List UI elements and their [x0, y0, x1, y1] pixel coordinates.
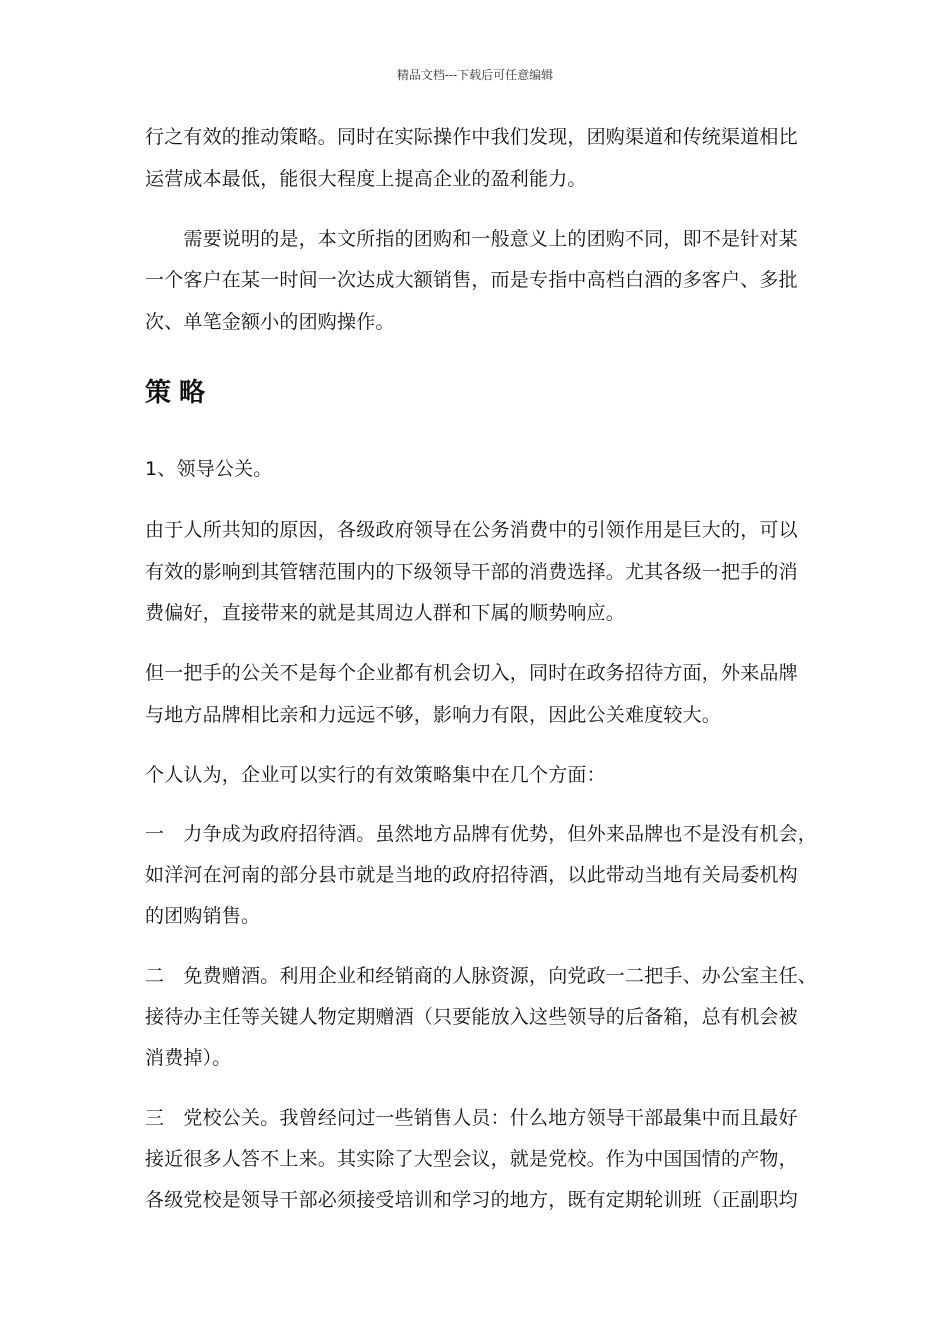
paragraph-line: 接待办主任等关键人物定期赠酒（只要能放入这些领导的后备箱，总有机会被 [145, 1006, 798, 1028]
paragraph-line: 行之有效的推动策略。同时在实际操作中我们发现，团购渠道和传统渠道相比 [145, 126, 798, 148]
paragraph-line: 各级党校是领导干部必须接受培训和学习的地方，既有定期轮训班（正副职均 [145, 1189, 798, 1211]
section-heading: 策略 [145, 378, 214, 408]
paragraph-line: 二 免费赠酒。利用企业和经销商的人脉资源，向党政一二把手、办公室主任、 [145, 965, 818, 987]
paragraph-line: 个人认为，企业可以实行的有效策略集中在几个方面： [145, 764, 606, 786]
paragraph-line: 由于人所共知的原因，各级政府领导在公务消费中的引领作用是巨大的，可以 [145, 519, 798, 541]
paragraph-line: 运营成本最低，能很大程度上提高企业的盈利能力。 [145, 168, 587, 190]
paragraph-line: 与地方品牌相比亲和力远远不够，影响力有限，因此公关难度较大。 [145, 704, 722, 726]
paragraph-line: 如洋河在河南的部分县市就是当地的政府招待酒，以此带动当地有关局委机构 [145, 864, 798, 886]
list-item-heading: 1、领导公关。 [145, 458, 273, 480]
paragraph-line: 需要说明的是，本文所指的团购和一般意义上的团购不同，即不是针对某 [145, 228, 798, 250]
paragraph-line: 但一把手的公关不是每个企业都有机会切入，同时在政务招待方面，外来品牌 [145, 662, 798, 684]
paragraph-line: 三 党校公关。我曾经问过一些销售人员：什么地方领导干部最集中而且最好 [145, 1107, 798, 1129]
paragraph-line: 一 力争成为政府招待酒。虽然地方品牌有优势，但外来品牌也不是没有机会， [145, 823, 818, 845]
paragraph-line: 一个客户在某一时间一次达成大额销售，而是专指中高档白酒的多客户、多批 [145, 269, 798, 291]
page-header: 精品文档---下载后可任意编辑 [396, 68, 554, 82]
paragraph-line: 费偏好，直接带来的就是其周边人群和下属的顺势响应。 [145, 602, 626, 624]
paragraph-line: 接近很多人答不上来。其实除了大型会议，就是党校。作为中国国情的产物， [145, 1148, 798, 1170]
paragraph-line: 次、单笔金额小的团购操作。 [145, 311, 395, 333]
paragraph-line: 有效的影响到其管辖范围内的下级领导干部的消费选择。尤其各级一把手的消 [145, 561, 798, 583]
paragraph-line: 的团购销售。 [145, 905, 261, 927]
paragraph-line: 消费掉）。 [145, 1047, 232, 1069]
